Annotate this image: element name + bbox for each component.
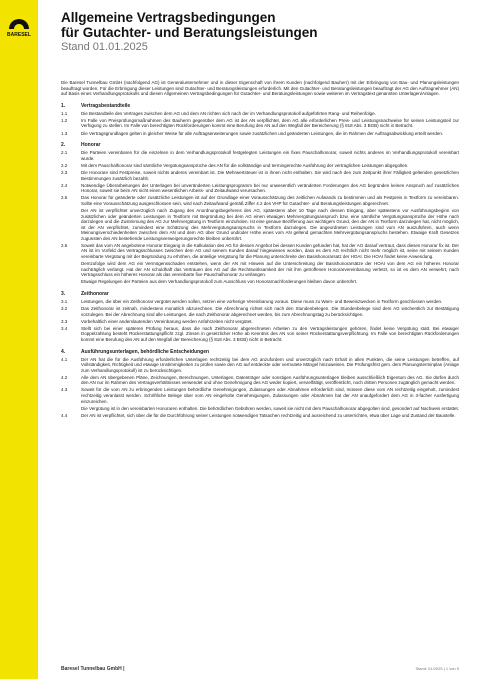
clause-text: Das Honorar für geänderte oder zusätzliche Leistungen ist auf der Grundlage einer Vorausschätzung des zeitlichen Aufwands zu bestimmen und als Festpreis in Textform zu vereinbaren. Sollte eine Vorausschätzung ausgeschlossen sein, wird nach Zeitaufwand gemäß Ziffer 4.2 des VHP für Gutachter- und Beratungsleistungen abgerechnet. (81, 195, 459, 206)
section-number: 1. (61, 102, 66, 109)
section-number: 3. (61, 290, 66, 297)
clause-text: Im Falle von Preisprüfungsmaßnahmen des Bauherrn gegenüber dem AG ist der AN verpflichtet, dem AG alle erforderlichen Preis- und Leistungsnachweise für seinen Leistungsteil zur Verfügung zu stellen. Im Falle von berechtigten Rückforderungen kommt eine Berufung des AN auf den Wegfall der Bereicherung (§ 818 Abs. 3 BGB) nicht in Betracht. (81, 117, 459, 129)
clause (61, 387, 459, 404)
clause-text: Soweit das vom AN angebotene Honorar Eingang in die Kalkulation des AG für dessen Angebot bei dessen Kunden gefunden hat, hat der AG darauf vertraut, dass dieses Honorar fix ist. Der AN ist im Vorfeld des Vertragsschlusses zwischen dem AG und seinem Kunden darauf hingewiesen worden, dass es dem AG rechtlich nicht mehr möglich ist, seine mit seinem Kunden vereinbarte Vergütung mit der Begründung zu erhöhen, die anteilige Vergütung für die Planung unterschreite den Basishonorarsatz der HOAI. Die HOAI findet keine Anwendung. (81, 242, 459, 260)
clause-paragraph: Etwaige Regelungen der Parteien aus dem Verhandlungsprotokoll zum Ausschluss von Honorarnachforderungen bleiben davon unberührt. (81, 279, 358, 285)
section (61, 291, 459, 343)
clause-text: Notwendige Überarbeitungen der Unterlagen bei unveränderten Leistungsprogramm bei nur unwesentlich veränderten Forderungen des AG begründen keinen Anspruch auf zusätzliches Honorar, soweit sie beim AN nicht einen wesentlichen Arbeits- und Zeitaufwand verursachen. (81, 182, 459, 194)
clause (61, 170, 459, 181)
section (61, 103, 459, 136)
section (61, 142, 459, 285)
clause-text: Alle dem AN übergebenen Pläne, Zeichnungen, Berechnungen, Unterlagen, Datenträger oder sonstigen Ausführungsunterlagen bleiben ausschließlich Eigentum des AG. Sie dürfen durch den AN nur im Rahmen des Vertragsverhältnisses verwendet und ohne Genehmigung des AG weder kopiert, vervielfältigt, veröffentlicht, noch dritten Personen zugänglich gemacht werden. (81, 374, 459, 386)
intro-paragraph: Die Baresel Tunnelbau GmbH (nachfolgend AG) ist Generalunternehmer und in dieser Eigenschaft von ihrem Kunden (nachfolgend Bauherr) mit der Erbringung von Bau- und Planungsleistungen beauftragt worden. Für die Erbringung dieser Leistungen sind Gutachter- und Beratungsleistungen erforderlich. Mit den Gutachter- und Beratungsleistungen beauftragt der AG den Auftragnehmer (AN) auf Basis eines Verhandlungsprotokolls und diesen Allgemeinen Vertragsbedingungen für Gutachter- und Beratungsleistungen sowie weiteren im Vertragstext genannten Unterlagen/Anlagen. (61, 80, 459, 97)
clause-text: Die Parteien vereinbaren für die einzelnen in dem Verhandlungsprotokoll festgelegten Leistungen ein fixes Pauschalhonorar, soweit nichts anderes im Verhandlungsprotokoll vereinbart wurde. (81, 150, 459, 161)
clause-number: 4.3 (61, 387, 68, 393)
document-title (61, 10, 459, 40)
page-footer (61, 666, 459, 672)
clause-number: 4.4 (61, 412, 68, 418)
clause-number: 2.3 (61, 169, 68, 175)
document-content (61, 10, 459, 420)
clause (61, 243, 459, 260)
clause-number: 3.3 (61, 318, 68, 324)
footer-page-info: Stand: 01/2025 | 1 von 5 (415, 666, 459, 671)
clause-text: Stellt sich bei einer späteren Prüfung heraus, dass die nach Zeithonorar abgerechneten Arbeiten zu den Vertragsleistungen gehören, findet keine Vergütung statt. Bei etwaiger Doppelzahlung besteht Rückerstattungspflicht zzgl. Zinsen in gesetzlicher Höhe ab Kenntnis des AN von seiner Rückerstattungsverpflichtung. Im Falle von berechtigten Rückforderungen kommt eine Berufung des AN auf den Wegfall der Bereicherung (§ 818 Abs. 3 BGB) nicht in Betracht. (81, 325, 459, 342)
clause-text: Leistungen, die über ein Zeithonorar vergütet werden sollen, setzen eine vorherige Vereinbarung voraus. Diese muss zu Warn- und Beweiszwecken in Textform geschlossen werden. (81, 298, 443, 304)
clause-paragraph: Der AN ist verpflichtet unverzüglich nach Zugang des Anordnungsbegehrens des AG, spätestens aber 10 Tage nach dessen Eingang, aber spätestens vor Ausführungsbeginn von zusätzlichen oder geänderten Leistungen in Textform mit Begründung bei dem AG einen etwaigen Mehrvergütungsanspruch bzw. eine sämtliche Vergütungsansprüche der Höhe nach darzulegen und die Zustimmung des AG zur Mehrvergütung in Textform einzuholen. Ist eine genaue Bezifferung aus wichtigem Grund, den der AN in Textform darzulegen hat, nicht möglich, ist der AN verpflichtet, zumindest eine Schätzung des Mehrvergütungsanspruchs in Textform darzulegen. Die angeordneten Leistungen sind vom AN auszuführen, auch wenn Meinungsverschiedenheiten zwischen dem AN und dem AG über Grund und/oder Höhe eines vom AN geltend gemachten Mehrvergütungsanspruchs bestehen. Etwaige Kraft Gesetzes zugunsten des AN bestehende Leistungsverweigerungsrechte bleiben unberührt. (81, 208, 459, 241)
section-title: Zeithonorar (81, 290, 109, 297)
title-line-2: für Gutachter- und Beratungsleistungen (61, 25, 318, 40)
clause (61, 195, 459, 206)
brand-sidebar (0, 0, 38, 679)
baresel-logo-icon (8, 10, 30, 30)
clause (61, 183, 459, 194)
clause-paragraph: Die Vergütung ist in den vereinbarten Honoraren enthalten. Die behördlichen Gebühren werden, soweit sie nicht mit dem Pauschalhonorar abgegolten sind, gesondert auf Nachweis erstattet. (81, 405, 459, 411)
clause-text: Der AN ist verpflichtet, sich über die für die Durchführung seiner Leistungen notwendigen Tatsachen rechtzeitig und ausreichend zu unterrichten, etwa über Lage und Zustand der Baustelle. (81, 412, 456, 418)
document-date: Stand 01.01.2025 (61, 41, 148, 53)
section-heading (61, 291, 459, 297)
clause (61, 299, 459, 305)
clause-number: 2.5 (61, 195, 68, 201)
clause (61, 306, 459, 317)
clause-number: 3.1 (61, 298, 68, 304)
section (61, 349, 459, 419)
section-heading (61, 103, 459, 109)
clause-text: Die Vertragsgrundlagen gelten in gleicher Weise für alle Auftragserweiterungen sowie zusätzlichen und geänderten Leistungen, die im Rahmen der Auftragsabwicklung erteilt werden. (81, 130, 444, 136)
clause-text: Das Zeithonorar ist zeitnah, mindestens monatlich abzurechnen. Die Abrechnung richtet sich nach den Stundenbelegen. Die Stundenbelege sind dem AG wöchentlich zur Bestätigung vorzulegen. Bei der Abrechnung sind alle Leistungen, die nach Zeithonorar abgerechnet werden, bis zum Abrechnungstag zu berücksichtigen. (81, 306, 459, 317)
clause-number: 4.2 (61, 374, 68, 380)
logo-text: BARESEL (7, 32, 31, 38)
title-line-1: Allgemeine Vertragsbedingungen (61, 10, 276, 25)
clause (61, 319, 459, 325)
clause (61, 357, 459, 374)
clause-paragraph: Demzufolge wird dem AG ein Vermögensschaden entstehen, wenn der AN mit Hinweis auf die Unterschreitung der Basishonorarsätze der HOAI von dem AG ein höheres Honorar nachträglich verlangt. Hat der AN schuldhaft das Vertrauen des AG auf die Rechtswirksamkeit der mit ihm getroffenen Honorarvereinbarung verletzt, so ist es dem AN verwehrt, nach Vertragsschluss ein höheres Honorar als das vereinbarte fixe Pauschalhonorar zu verlangen. (81, 261, 459, 278)
clause-text: Die Bestandteile des Vertrages zwischen dem AG und dem AN richten sich nach der im Verhandlungsprotokoll aufgeführten Rang- und Reihenfolge. (81, 110, 376, 116)
clause-text: Der AN hat die für die Ausführung erforderlichen Unterlagen rechtzeitig bei dem AG anzufordern und unverzüglich nach Erhalt in allen Punkten, die seine Leistungen betreffen, auf Vollständigkeit, Richtigkeit und etwaige Unstimmigkeiten zu prüfen sowie den AG auf entdeckte oder vermutete Mängel hinzuweisen. Die Prüfungsfrist gem. dem Planungsterminplan (Anlage zum Verhandlungsprotokoll) ist zu berücksichtigen. (81, 356, 459, 373)
clause (61, 413, 459, 419)
clause (61, 326, 459, 343)
clause (61, 163, 459, 169)
section-title: Vertragsbestandteile (81, 102, 131, 109)
footer-company: Baresel Tunnelbau GmbH | (61, 666, 125, 672)
clause-number: 2.6 (61, 242, 68, 248)
section-heading (61, 142, 459, 148)
clause-text: Soweit für die vom AN zu erbringenden Leistungen behördliche Genehmigungen, Zulassungen oder Abnahmen erforderlich sind, müssen diese vom AN rechtzeitig eingeholt, zumindest rechtzeitig veranlasst werden. Schriftliche Belege über vom AN eingeholte Genehmigungen, Zulassungen oder Abnahmen hat der AN unaufgefordert dem AG in 3-facher Ausfertigung einzureichen. (81, 387, 459, 404)
clause-text: Vorbehaltlich einer anderslautenden Vereinbarung werden Anfahrzeiten nicht vergütet. (81, 318, 253, 324)
clause (61, 111, 459, 117)
clause-number: 4.1 (61, 356, 68, 362)
clause-number: 2.2 (61, 162, 68, 168)
clause (61, 150, 459, 161)
section-heading (61, 349, 459, 355)
section-title: Ausführungsunterlagen, behördliche Entscheidungen (81, 348, 210, 355)
clause-number: 1.3 (61, 130, 68, 136)
clause-number: 3.4 (61, 325, 68, 331)
clause-number: 1.1 (61, 110, 68, 116)
clause-number: 2.1 (61, 150, 68, 156)
sections-container (61, 103, 459, 419)
section-title: Honorar (81, 142, 101, 149)
clause (61, 118, 459, 129)
clause-text: Mit dem Pauschalhonorar sind sämtliche Vergütungsansprüche des AN für die vollständige und termingerechte Ausführung der vertraglichen Leistungen abgegolten. (81, 162, 409, 168)
clause-number: 2.4 (61, 182, 68, 188)
clause (61, 375, 459, 386)
section-number: 4. (61, 348, 66, 355)
section-number: 2. (61, 142, 66, 149)
clause-number: 3.2 (61, 306, 68, 312)
clause-text: Die Honorare sind Festpreise, soweit nichts anderes vereinbart ist. Die Mehrwertsteuer ist in ihnen nicht enthalten. Sie wird nach den zum Zeitpunkt ihrer Fälligkeit geltenden gesetzlichen Bestimmungen zusätzlich bezahlt. (81, 169, 459, 181)
clause (61, 131, 459, 137)
clause-number: 1.2 (61, 117, 68, 123)
